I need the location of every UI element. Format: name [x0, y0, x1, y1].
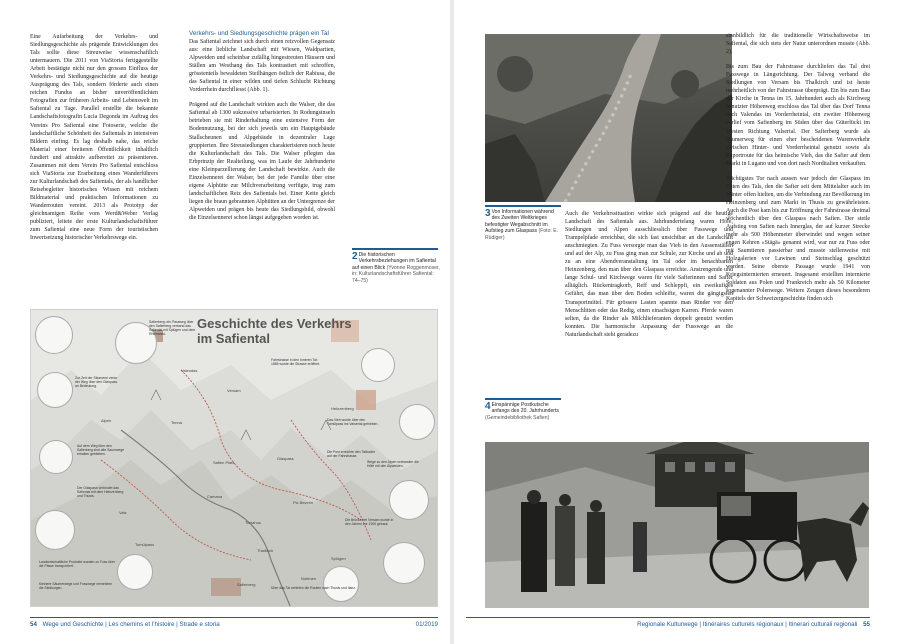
body-paragraph: Prägend auf die Landschaft wirkten auch die Walser, die das Safiental ab 1300 sukzessive urbarisierten. In Rodungsinseln betrieben sie mit Rinderhaltung eine extensive Form der Bodennutzung, bei der sich jeweils um ein Hauptgebäude Stallscheunen und Alpgebäude in dezentraler Lage gruppierten. Ihre Streusiedlungen charakterisieren noch heute die Kulturlandschaft des Tals. Die Walser pflegten das Erbprinzip der Realteilung, was im Laufe der Jahrhunderte eine Kleinparzellierung der Landschaft bewirkte. Auch die Einzelsennerei der Walser, bei der jede Familie über eine eigene Alphütte zur Milchverarbeitung verfügte, trug zum landschaftlichen Reiz des Safientals bei. Einer Kette gleich liegen die braun gebrannten Alphütten an der Untergrenze der Alpweiden und prägen bis heute das Siedlungsbild, obwohl die Einzelsennerei schon längst aufgegeben worden ist. — [189, 102, 335, 221]
map-place: Tomülpass — [135, 542, 155, 547]
caption-2-rule — [352, 248, 438, 250]
map-note: Fahrstrasse in den Inneren Tal: 1885 wurde die Strasse eröffnet. — [271, 358, 320, 367]
map-note: Wege zu den Alpen verbanden die Höfe mit den Alpweiden. — [367, 460, 419, 469]
map-note: Auf dem Weg über den Safierberg sind alte Saumwege erhalten geblieben. — [77, 444, 125, 457]
left-footer-text: Wege und Geschichte | Les chemins et l’histoire | Strade e storia — [42, 621, 220, 628]
map-vignette — [37, 372, 73, 408]
caption-4-rule — [485, 398, 561, 400]
issue-label: 01/2019 — [415, 621, 438, 628]
map-note: Die Brücke bei Versam wurde in den Jahren vor 1900 gebaut. — [345, 518, 394, 527]
caption-4 — [485, 402, 563, 421]
mountain-path-photo — [485, 34, 732, 202]
map-place: Heinzenberg — [331, 406, 354, 411]
caption-2-number: 2 — [352, 251, 358, 262]
map-note: Safierberg: ein Passweg über den Safierberg verband das Safiental mit Splügen und dem Rheinwald. — [149, 320, 196, 337]
map-place: Thalkirch — [257, 548, 274, 553]
right-page — [454, 0, 908, 644]
caption-3-number: 3 — [485, 208, 491, 219]
map-place: Safierberg — [237, 582, 256, 587]
caption-4-text: Einspännige Postkutsche anfangs des 20. Jahrhunderts — [491, 402, 559, 415]
body-paragraph: Bis zum Bau der Fahrstrasse durchliefen das Tal drei Fusswege in Längsrichtung. Der Talweg verband die Siedlungen von Versam bis Thalkirch und ist heute mehrheitlich von der Fahrstrasse überprägt. Ein bis zum Bau der Kirche in Tenna im 15. Jahrhundert auch als Kirchweg benutzter Höhenweg erschloss das Tal über das Dorf Tenna nach Valendas im Vorderrheintal, ein zweiter Höhenweg verlief vom Safienberg im Süden über das Güterlücki im Westen Richtung Valsertal. Der Safierberg wurde als Säumerweg für einen eher bescheidenen Warenverkehr zwischen Hinter- und Vorderrheintal genutzt sowie als Exportroute für das heimische Vieh, das die Safier auf dem Markt in Lugano und von dort nach Norditalien verkauften. — [726, 64, 870, 167]
caption-4-number: 4 — [485, 401, 491, 412]
body-paragraph: Eine Aufarbeitung der Verkehrs- und Siedlungsgeschichte als prägende Entwicklungen des Tals sollte diese Streuweise wissenschaftlich untermauern. Die 2011 von ViaStoria fertiggestellte Arbeit bestätigte nicht nur den grossen Einfluss der Verkehrs- und Siedlungsgeschichte auf die heutige Ausprägung des Tals, sondern förderte auch einen reichen Fundus an bisher unveröffentlichten Fotografien zur früheren Arbeits- und Lebenswelt im Safiental zu Tage. Parallel erstellte die bekannte Landschaftsfotografin Lucia Degonda im Auftrag des Vereins Pro Safiental eine Fotoserie, welche die landschaftliche Schönheit des Safientals in intensiven Bildern einfing. Es lag deshalb nahe, das reiche Material einer breiteren Öffentlichkeit inhaltlich fundiert und attraktiv aufbereitet zu präsentieren. Zusammen mit dem Verein Pro Safiental entschloss sich ViaStoria zur Erarbeitung eines Wanderführers zur Kulturlandschaft des Safientals, der als handlicher Reisebegleiter historisches Wissen mit reichem Bildmaterial und praktischen Informationen zu Wanderrouten vereint. 2013 als Prototyp der gleichnamigen Reihe vom Werd&Weber Verlag publiziert, leitete der erste Kulturlandschaftsführer zum Safiental eine neue Form der touristischen Inwertsetzung historischer Verkehrswege ein. — [30, 34, 158, 242]
map-place: Vals — [119, 510, 127, 515]
map-note: Kleinere Säumerwege und Fusswege vernetzten die Siedlungen. — [39, 582, 113, 591]
body-paragraph: sinnbildlich für die traditionelle Wirtschaftsweise im Safiental, die sich stets der Natur unterordnen musste (Abb. 2). — [726, 33, 870, 56]
map-vignette — [39, 440, 73, 474]
left-page — [0, 0, 450, 644]
caption-3-text: Von Informationen während des Zweiten Weltkrieges befestigter Wegabschnitt im Aufstieg zum Glaspass — [485, 209, 554, 235]
left-column-1 — [30, 33, 158, 298]
left-footer — [30, 621, 438, 629]
map-place: Versam — [227, 388, 241, 393]
map-vignette — [361, 348, 395, 382]
map-vignette — [399, 404, 435, 440]
right-column-2 — [726, 32, 870, 438]
map-note: Landwirtschaftliche Produkte wurden zu Fuss über die Pässe transportiert. — [39, 560, 115, 569]
caption-3 — [485, 209, 563, 241]
map-place: Safien Platz — [213, 460, 235, 465]
map-place: Alpen — [101, 418, 112, 423]
map-place: Glaspass — [277, 456, 294, 461]
map-place: Nufenen — [301, 576, 317, 581]
path-photo-image — [485, 34, 732, 202]
map-title-line-1: Geschichte des Verkehrs — [197, 316, 352, 331]
map-place: Camana — [207, 494, 223, 499]
caption-2-credit: (Yvonne Roggenmoser, in: Kulturlandschaftsführer Safiental: 74–75) — [352, 264, 440, 284]
map-note: Zur Zeit der Säumerei verlor der Weg über den Glaspass an Bedeutung. — [75, 376, 118, 389]
map-vignette — [35, 510, 75, 550]
map-note: Das Vieh wurde über den Tomülpass ins Valsertal getrieben. — [327, 418, 379, 427]
map-place: Valendas — [181, 368, 198, 373]
body-paragraph: Das Safiental zeichnet sich durch einen reizvollen Gegensatz aus: eine liebliche Landschaft mit Wiesen, Waldpartien, Alpweiden und scheinbar zufällig hingestreuten Häusern und Ställen am Westhang des Tals kontrastiert mit schroffen, grösstenteils bewaldeten Steilhängen östlich der Rabiusa, die das Safiental in einer wilden und tiefen Schlucht Richtung Vorderrhein durchfliesst (Abb. 1). — [189, 39, 335, 94]
body-paragraph: Auch die Verkehrssituation wirkte sich prägend auf die heutige Landschaft des Safientals aus. Jahrhundertelang waren Höfe, Siedlungen und Alpen ausschliesslich über Fusswege und Trampelpfade erreichbar, die sich fast unsichtbar an die Landschaft anschmiegten. Zu Fuss versorgte man das Vieh in den Aussenställen und auf der Alp, zu Fuss ging man zur Schule, zur Kirche und ab und zu an eine Abendveranstaltung im Tal oder im benachbarten Heinzenberg, den man über den Glaspass erreichte. Anstrengende und lange Schul- und Kirchwege waren für viele Safierinnen und Safier alltäglich. Rückentragkorb, Reff und Schleppfi, ein zweikufiges Gefährt, das man über den Boden schleifte, waren die gängigsten Transportmittel. Für grössere Lasten spannte man Rinder vor den Menschlitten oder das Redig, einen einachsigen Karren. Pferde waren selten, da die Rinder als Milchlieferanten doppelt genutzt werden konnten. Die harmonische Anpassung der Fusswege an die Naturlandschaft steht geradezu — [565, 211, 733, 338]
right-footer-rule — [466, 617, 870, 618]
map-title-line-2: im Safiental — [197, 331, 270, 346]
map-note: Über das Tal verliefen die Routen nach Thusis und Ilanz. — [271, 586, 356, 590]
left-page-number: 54 — [30, 621, 37, 628]
section-heading: Verkehrs- und Siedlungsgeschichte prägen ein Tal — [189, 30, 329, 37]
traffic-history-map — [30, 309, 438, 607]
right-page-number: 55 — [863, 621, 870, 628]
left-footer-rule — [30, 617, 438, 618]
map-vignette — [323, 566, 359, 602]
map-place: Turrahus — [245, 520, 261, 525]
map-note: Die Post erreichte den Talboden auf der Fahrstrasse. — [327, 450, 376, 459]
map-note: Der Glaspass verbindet das Safiental mit dem Heinzenberg und Thusis. — [77, 486, 124, 499]
postal-carriage-photo — [485, 442, 869, 608]
caption-4-credit: (Gemeindebibliothek Safien) — [485, 414, 550, 421]
body-paragraph: Wichtigstes Tor nach aussen war jedoch der Glaspass im Osten des Tals, den die Safier seit dem Mittelalter auch im Winter offen hielten, um die Verbindung zur Bevölkerung im Heinzenberg und zum Markt in Thusis zu gewährleisten. Auch die Post kam bis zur Eröffnung der Fahrstrasse dreimal wöchentlich über den Glaspass nach Safien. Der steile Aufstieg von Safien nach Innerglas, der auf kurzer Strecke mehr als 500 Höhenmeter überwindet und wegen seiner engen Kehren «Stägä» genannt wird, war nur zu Fuss oder mit Saumtieren passierbar und musste stellenweise mit Holzgalerien vor Lawinen und Steinschlag geschützt werden. Seine oberste Passage wurde 1941 von Kriegsinternierten erneuert. Insgesamt erstellten internierte Soldaten aus Polen und Frankreich mehr als 50 Kilometer sogenannter Polenwege. Weitere Zeugen dieses besonderen Kapitels der Schweizergeschichte finden sich — [726, 175, 870, 303]
right-footer — [466, 621, 870, 629]
caption-2-text: Die historischen Verkehrsbeziehungen im Safiental auf einen Blick — [352, 252, 436, 271]
caption-3-credit: (Foto: E. Rüdiger) — [485, 228, 559, 241]
right-footer-text: Regionale Kulturwege | Itinéraires culturels régionaux | Itinerari culturali regionali — [637, 621, 858, 628]
right-column-1 — [565, 210, 733, 442]
map-vignette — [389, 480, 429, 520]
map-place: Splügen — [331, 556, 346, 561]
map-vignette — [383, 542, 425, 584]
carriage-photo-image — [485, 442, 869, 608]
map-place: Piz Beverin — [293, 500, 314, 505]
caption-2 — [352, 252, 440, 284]
map-vignette — [35, 316, 73, 354]
map-vignette — [117, 554, 153, 590]
map-place: Tenna — [171, 420, 182, 425]
map-title — [197, 316, 352, 346]
caption-3-rule — [485, 205, 561, 207]
left-column-2 — [189, 30, 335, 298]
